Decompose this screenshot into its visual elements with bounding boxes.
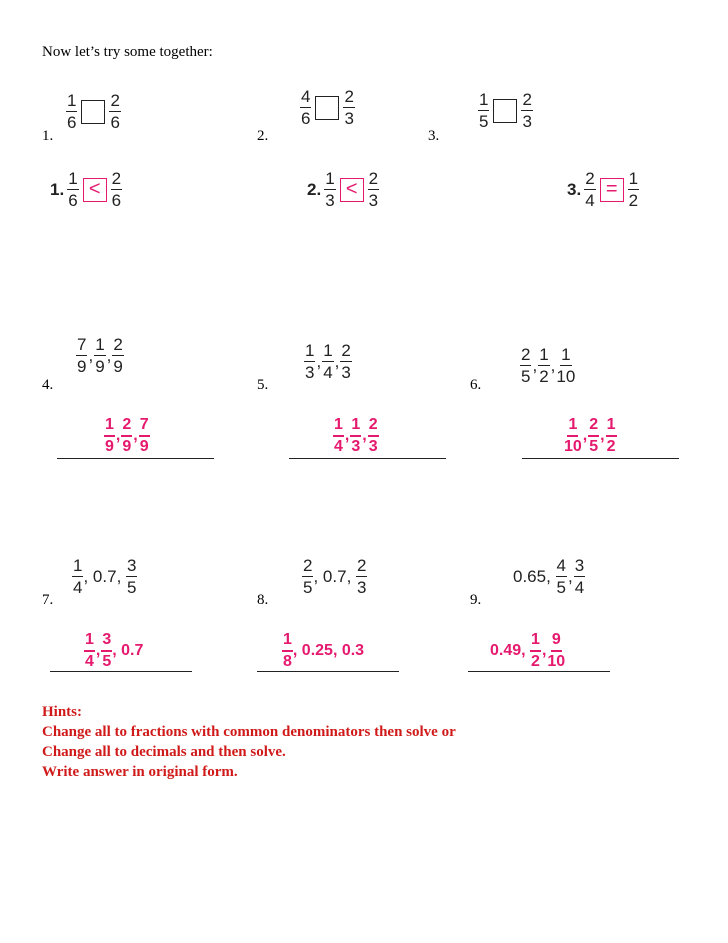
answer-6: 1 10 , 2 5 , 1 2 [564, 416, 616, 455]
answer-6-fraction-3: 1 2 [606, 416, 616, 455]
problem-3-number: 3. [428, 128, 440, 144]
problem-2-right-fraction: 2 3 [344, 87, 354, 128]
problem-3-right-fraction: 2 3 [522, 90, 532, 131]
problem-9-number: 9. [470, 592, 482, 608]
hints-line-2: Change all to decimals and then solve. [42, 744, 286, 760]
answer-2 [307, 170, 379, 209]
problem-9-fraction-2: 4 5 [556, 556, 567, 597]
problem-8-expression: 2 5 , 0.7 , 2 3 [303, 556, 367, 597]
hints-block [42, 702, 456, 782]
answer-7: 1 4 , 3 5 , 0.7 [85, 631, 144, 670]
answer-5-fraction-1: 1 4 [334, 416, 343, 455]
answer-4-line [57, 458, 214, 459]
answer-8-line [257, 671, 399, 672]
problem-1-left-fraction: 1 6 [67, 91, 77, 132]
problem-4-number: 4. [42, 377, 54, 393]
problem-1-number: 1. [42, 128, 54, 144]
answer-7-line [50, 671, 192, 672]
problem-2-number: 2. [257, 128, 269, 144]
answer-5-line [289, 458, 446, 459]
answer-6-fraction-1: 1 10 [564, 416, 582, 455]
answer-1-symbol: < [83, 178, 107, 202]
answer-9-fraction-2: 1 2 [531, 631, 540, 670]
answer-3-symbol: = [600, 178, 624, 202]
answer-8-fraction-1: 1 8 [283, 631, 292, 670]
hints-title: Hints: [42, 704, 83, 720]
answer-1-left-fraction: 1 6 [68, 169, 78, 210]
intro-text: Now let’s try some together: [42, 44, 213, 60]
problem-6-fraction-2: 1 2 [539, 345, 549, 386]
problem-4-fraction-3: 2 9 [113, 335, 123, 376]
problem-4-fraction-1: 7 9 [77, 335, 87, 376]
problem-1-compare-box[interactable] [81, 100, 105, 124]
answer-6-line [522, 458, 679, 459]
answer-8: 1 8 , 0.25 , 0.3 [283, 631, 365, 670]
answer-7-decimal: 0.7 [121, 642, 144, 659]
problem-5-number: 5. [257, 377, 269, 393]
answer-4-fraction-2: 2 9 [122, 416, 132, 455]
problem-5-fraction-3: 2 3 [341, 341, 351, 382]
answer-5-fraction-3: 2 3 [368, 416, 378, 455]
answer-5: 1 4 , 1 3 , 2 3 [334, 416, 378, 455]
problem-8-decimal: 0.7 [322, 566, 347, 586]
problem-8-fraction-1: 2 5 [303, 556, 313, 597]
answer-3-left-fraction: $\frac{2}{4}$ [585, 169, 595, 210]
answer-2-left-fraction: 1 3 [325, 169, 335, 210]
answer-8-decimal-2: 0.3 [341, 642, 365, 659]
problem-2-expression [300, 88, 355, 127]
answer-4-fraction-1: 1 9 [105, 416, 114, 455]
problem-8-fraction-3: 2 3 [357, 556, 367, 597]
answer-5-fraction-2: 1 3 [351, 416, 361, 455]
answer-3-label: 3. [567, 179, 582, 199]
answer-9-line [468, 671, 610, 672]
problem-6-fraction-3: 1 10 [556, 345, 576, 386]
answer-1 [50, 170, 122, 209]
problem-7-decimal: 0.7 [92, 566, 117, 586]
answer-9-fraction-3: 9 10 [547, 631, 566, 670]
problem-9-fraction-3: 3 4 [574, 556, 585, 597]
problem-2-left-fraction: 4 6 [301, 87, 311, 128]
answer-3 [567, 170, 639, 209]
problem-7-expression: 1 4 , 0.7 , 3 5 [73, 556, 137, 597]
answer-2-symbol: < [340, 178, 364, 202]
hints-line-1: Change all to fractions with common denominators then solve or [42, 724, 456, 740]
answer-9: 0.49 , 1 2 , 9 10 [490, 631, 566, 670]
answer-4-fraction-3: 7 9 [139, 416, 149, 455]
answer-2-label: 2. [307, 179, 322, 199]
answer-3-right-fraction: $\frac{1}{2}$ [628, 169, 639, 210]
problem-4-expression: 7 9 , 1 9 , 2 9 [77, 335, 123, 376]
problem-1-expression [66, 92, 121, 131]
problem-1-right-fraction: 2 6 [110, 91, 120, 132]
problem-3-compare-box[interactable] [493, 99, 517, 123]
problem-8-number: 8. [257, 592, 269, 608]
problem-9-expression: 0.65 , 4 5 , 3 4 [513, 556, 585, 597]
answer-9-decimal: 0.49 [490, 642, 522, 659]
answer-8-decimal-1: 0.25 [301, 642, 333, 659]
problem-4-fraction-2: 1 9 [95, 335, 105, 376]
hints-line-3: Write answer in original form. [42, 764, 238, 780]
problem-6-fraction-1: 2 5 [521, 345, 531, 386]
answer-1-label: 1. [50, 179, 65, 199]
problem-6-number: 6. [470, 377, 482, 393]
problem-7-number: 7. [42, 592, 54, 608]
problem-7-fraction-3: 3 5 [127, 556, 137, 597]
answer-7-fraction-1: 1 4 [85, 631, 94, 670]
problem-7-fraction-1: 1 4 [73, 556, 83, 597]
answer-1-right-fraction: 2 6 [111, 169, 122, 210]
problem-5-expression: 1 3 , 1 4 , 2 3 [305, 341, 351, 382]
problem-5-fraction-1: 1 3 [305, 341, 315, 382]
answer-7-fraction-2: 3 5 [102, 631, 112, 670]
answer-6-fraction-2: 2 5 [589, 416, 599, 455]
problem-2-compare-box[interactable] [315, 96, 339, 120]
problem-9-decimal: 0.65 [513, 566, 547, 586]
answer-2-right-fraction: 2 3 [368, 169, 379, 210]
problem-6-expression: 2 5 , 1 2 , 1 10 [521, 345, 576, 386]
answer-4: 1 9 , 2 9 , 7 9 [105, 416, 149, 455]
problem-3-left-fraction: 1 5 [479, 90, 489, 131]
problem-3-expression [478, 91, 533, 130]
problem-5-fraction-2: 1 4 [323, 341, 333, 382]
